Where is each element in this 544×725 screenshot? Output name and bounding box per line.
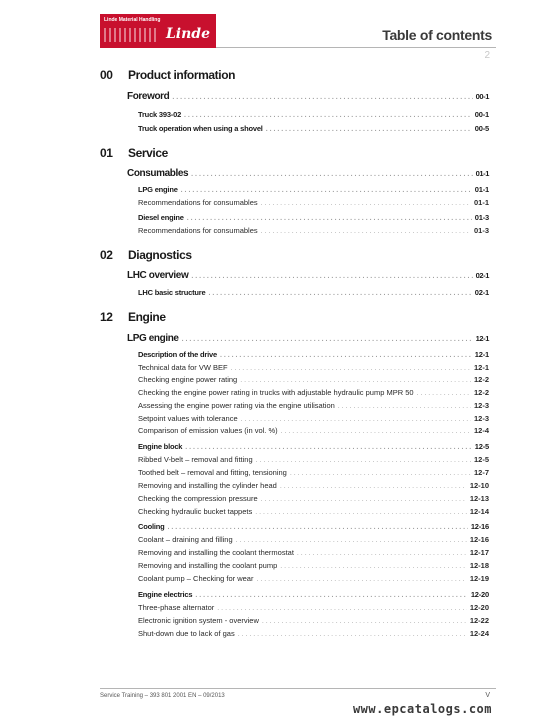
toc-entry-page: 00-1 [475,92,489,101]
leader-dots [231,363,471,372]
toc-entry[interactable] [138,350,489,359]
toc-entry-page: 12-13 [469,494,489,503]
toc-entry[interactable] [138,226,489,235]
toc-entry-label: Checking engine power rating [138,375,238,384]
toc-entry-page: 02-1 [475,271,489,280]
toc-entry-label: Truck 393-02 [138,110,182,119]
toc-entry-page: 02-1 [474,288,489,297]
toc-entry[interactable] [138,494,489,503]
toc-entry[interactable] [138,401,489,410]
leader-dots [241,414,471,423]
toc-entry[interactable] [138,616,489,625]
toc-entry-label: Electronic ignition system - overview [138,616,259,625]
toc-entry-label: Three-phase alternator [138,603,215,612]
toc-entry[interactable] [138,548,489,557]
toc-entry-label: Removing and installing the coolant pump [138,561,278,570]
toc-entry-page: 12-18 [469,561,489,570]
toc-entry-lhc-overview[interactable] [127,270,489,281]
toc-entry-label: Consumables [127,168,189,179]
toc-entry-page: 01-1 [473,198,489,207]
toc-entry-label: Removing and installing the coolant thermostat [138,548,294,557]
toc-entry-page: 00-5 [474,124,489,133]
toc-entry-page: 12-19 [469,574,489,583]
leader-dots [191,270,472,281]
toc-entry-lpg-engine[interactable] [127,333,489,344]
leader-dots [217,603,467,612]
section-number: 00 [100,68,113,82]
toc-entry-label: Checking the compression pressure [138,494,258,503]
leader-dots [261,494,467,503]
toc-entry[interactable] [138,426,489,435]
toc-entry-label: LPG engine [138,185,178,194]
toc-entry-label: Checking hydraulic bucket tappets [138,507,253,516]
leader-dots [417,388,471,397]
leader-dots [168,522,468,531]
leader-dots [182,333,473,344]
toc-entry-label: Coolant – draining and filling [138,535,233,544]
footer-page-number: V [485,692,490,699]
toc-entry-consumables[interactable] [127,168,489,179]
page-header [100,14,496,61]
toc-entry[interactable] [138,198,489,207]
toc-entry-page: 00-1 [474,110,489,119]
logo-stripes-graphic [104,28,156,42]
toc-entry-page: 12-3 [473,401,489,410]
leader-dots [338,401,471,410]
toc-entry-label: Engine block [138,442,183,451]
toc-entry-label: Cooling [138,522,165,531]
leader-dots [290,468,471,477]
toc-entry-label: Assessing the engine power rating via the engine utilisation [138,401,335,410]
page-marker: 2 [484,50,490,61]
leader-dots [172,91,472,102]
leader-dots [280,561,467,570]
toc-entry-page: 12-16 [469,535,489,544]
leader-dots [256,455,471,464]
toc-entry-page: 12-20 [469,603,489,612]
footer-doc-info: Service Training – 393 801 2001 EN – 09/2013 [100,693,225,699]
toc-entry-page: 12-17 [469,548,489,557]
leader-dots [261,198,471,207]
toc-entry-label: Shut-down due to lack of gas [138,629,235,638]
toc-entry-label: Coolant pump – Checking for wear [138,574,254,583]
leader-dots [256,574,466,583]
toc-entry[interactable] [138,288,489,297]
toc-entry-label: Ribbed V-belt – removal and fitting [138,455,253,464]
toc-entry-label: Foreword [127,91,170,102]
toc-entry-label: LHC overview [127,270,189,281]
toc-entry-page: 12-20 [470,590,489,599]
toc-entry-label: Engine electrics [138,590,193,599]
toc-entry-label: Removing and installing the cylinder head [138,481,277,490]
toc-entry-page: 12-3 [473,414,489,423]
toc-entry-page: 01-3 [474,213,489,222]
leader-dots [195,590,467,599]
toc-entry-page: 12-5 [474,442,489,451]
leader-dots [185,442,472,451]
toc-entry-label: Technical data for VW BEF [138,363,228,372]
toc-entry-label: Recommendations for consumables [138,198,258,207]
toc-entry[interactable] [138,363,489,372]
toc-entry[interactable] [138,561,489,570]
section-number: 02 [100,248,113,262]
section-number: 01 [100,146,113,160]
toc-entry[interactable] [138,388,489,397]
leader-dots [240,375,471,384]
toc-entry-label: Truck operation when using a shovel [138,124,263,133]
toc-entry[interactable] [138,481,489,490]
toc-entry[interactable] [138,574,489,583]
linde-logo [100,14,216,48]
toc-entry-page: 12-24 [469,629,489,638]
toc-entry-page: 12-2 [473,388,489,397]
leader-dots [255,507,467,516]
toc-entry-label: Checking the engine power rating in trucks with adjustable hydraulic pump MPR 50 [138,388,414,397]
leader-dots [281,426,471,435]
watermark-text: www.epcatalogs.com [352,702,492,716]
toc-entry-label: LPG engine [127,333,179,344]
toc-entry[interactable] [138,414,489,423]
toc-entry[interactable] [138,468,489,477]
toc-entry-label: Comparison of emission values (in vol. %) [138,426,278,435]
toc-entry[interactable] [138,110,489,119]
toc-entry[interactable] [138,185,489,194]
toc-entry[interactable] [138,375,489,384]
toc-entry-foreword[interactable] [127,91,489,102]
leader-dots [262,616,467,625]
toc-entry-page: 12-14 [469,507,489,516]
toc-entry-page: 01-3 [473,226,489,235]
toc-entry-page: 12-16 [470,522,489,531]
toc-entry-label: LHC basic structure [138,288,206,297]
section-title: Engine [128,310,166,324]
toc-entry-page: 12-5 [473,455,489,464]
footer-divider [100,688,496,689]
toc-entry-engine-block[interactable] [138,442,489,451]
toc-entry[interactable] [138,455,489,464]
toc-entry-page: 01-1 [475,169,489,178]
leader-dots [236,535,467,544]
toc-entry-engine-electrics[interactable] [138,590,489,599]
toc-entry-page: 12-1 [473,363,489,372]
toc-entry-label: Toothed belt – removal and fitting, tensioning [138,468,287,477]
leader-dots [238,629,467,638]
leader-dots [184,110,472,119]
toc-entry[interactable] [138,213,489,222]
leader-dots [280,481,467,490]
leader-dots [191,168,472,179]
toc-entry-page: 12-7 [473,468,489,477]
toc-entry-page: 12-4 [473,426,489,435]
toc-entry-page: 12-2 [473,375,489,384]
brand-logo-text: Linde [165,26,210,42]
toc-entry[interactable] [138,124,489,133]
toc-entry-page: 01-1 [474,185,489,194]
leader-dots [261,226,471,235]
section-title: Product information [128,68,236,82]
page-title: Table of contents [382,27,492,43]
toc-entry[interactable] [138,603,489,612]
toc-entry-label: Description of the drive [138,350,217,359]
section-number: 12 [100,310,113,324]
toc-entry[interactable] [138,535,489,544]
leader-dots [297,548,467,557]
toc-entry-cooling[interactable] [138,522,489,531]
toc-entry-label: Diesel engine [138,213,184,222]
leader-dots [208,288,471,297]
leader-dots [266,124,472,133]
toc-entry-label: Setpoint values with tolerance [138,414,238,423]
toc-entry-label: Recommendations for consumables [138,226,258,235]
leader-dots [220,350,472,359]
toc-entry-page: 12-10 [469,481,489,490]
section-title: Diagnostics [128,248,192,262]
brand-small-text: Linde Material Handling [104,17,161,23]
leader-dots [187,213,472,222]
toc-entry-page: 12-1 [475,334,489,343]
leader-dots [181,185,472,194]
section-title: Service [128,146,168,160]
toc-entry[interactable] [138,507,489,516]
toc-entry[interactable] [138,629,489,638]
toc-entry-page: 12-1 [474,350,489,359]
toc-entry-page: 12-22 [469,616,489,625]
